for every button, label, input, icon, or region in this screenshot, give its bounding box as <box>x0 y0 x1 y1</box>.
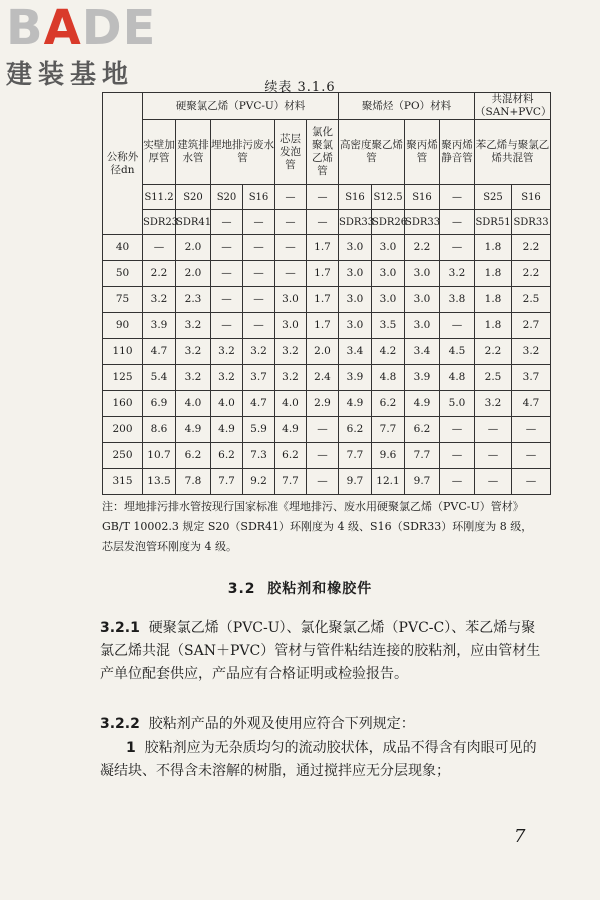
thickness-cell: 5.9 <box>243 417 275 443</box>
thickness-cell: — <box>440 443 475 469</box>
thickness-cell: 9.7 <box>339 469 372 495</box>
table-row <box>103 287 551 313</box>
thickness-cell: — <box>512 469 551 495</box>
series-cell: S16 <box>243 185 275 210</box>
thickness-cell: — <box>440 417 475 443</box>
thickness-cell: 1.7 <box>307 261 339 287</box>
thickness-cell: 3.9 <box>143 313 176 339</box>
thickness-cell: 3.0 <box>339 235 372 261</box>
sdr-cell: — <box>307 210 339 235</box>
thickness-cell: 3.2 <box>475 391 512 417</box>
thickness-cell: 9.6 <box>372 443 405 469</box>
thickness-cell: 9.2 <box>243 469 275 495</box>
header-buried-drain: 埋地排污废水管 <box>211 120 275 185</box>
clause-3-2-2 <box>100 713 545 736</box>
thickness-cell: 3.0 <box>339 261 372 287</box>
thickness-cell: 2.2 <box>405 235 440 261</box>
thickness-cell: 3.7 <box>512 365 551 391</box>
thickness-cell: 4.9 <box>339 391 372 417</box>
header-mixed-group: 共混材料（SAN+PVC） <box>475 93 552 118</box>
note-text: 埋地排污排水管按现行国家标准《埋地排污、废水用硬聚氯乙烯（PVC-U）管材》GB/T 10002.3 规定 S20（SDR41）环刚度为 4 级、S16（SDR33）环刚度为 8 级，芯层发泡管环刚度为 4 级。 <box>102 500 533 553</box>
table-row <box>103 339 551 365</box>
thickness-cell: 2.5 <box>512 287 551 313</box>
thickness-cell: 1.8 <box>475 287 512 313</box>
dn-cell: 250 <box>103 443 143 469</box>
thickness-cell: 3.2 <box>176 313 211 339</box>
series-cell: S20 <box>176 185 211 210</box>
header-dn: 公称外径dn <box>103 93 143 235</box>
thickness-cell: — <box>512 443 551 469</box>
thickness-cell: 1.7 <box>307 313 339 339</box>
header-building-drain: 建筑排水管 <box>176 120 211 185</box>
thickness-cell: — <box>243 313 275 339</box>
sdr-cell: SDR41 <box>176 210 211 235</box>
series-cell: — <box>307 185 339 210</box>
thickness-cell: — <box>307 469 339 495</box>
clause-3-2-1 <box>100 617 545 686</box>
note-label: 注： <box>102 500 124 513</box>
thickness-cell: 3.2 <box>243 339 275 365</box>
table-row <box>103 365 551 391</box>
dn-cell: 90 <box>103 313 143 339</box>
thickness-cell: 2.2 <box>512 235 551 261</box>
thickness-cell: 3.2 <box>211 365 243 391</box>
thickness-cell: 4.9 <box>275 417 307 443</box>
thickness-cell: 2.0 <box>176 261 211 287</box>
dn-cell: 160 <box>103 391 143 417</box>
thickness-cell: 4.5 <box>440 339 475 365</box>
thickness-cell: 10.7 <box>143 443 176 469</box>
sdr-cell: — <box>275 210 307 235</box>
clause-number: 3.2.2 <box>100 716 140 732</box>
table-row <box>103 235 551 261</box>
series-cell: S25 <box>475 185 512 210</box>
thickness-cell: 1.8 <box>475 313 512 339</box>
thickness-cell: — <box>211 261 243 287</box>
table-row <box>103 417 551 443</box>
sdr-cell: — <box>243 210 275 235</box>
table-row <box>103 261 551 287</box>
thickness-cell: — <box>243 287 275 313</box>
thickness-cell: 4.2 <box>372 339 405 365</box>
thickness-cell: 3.2 <box>176 365 211 391</box>
thickness-cell: 2.2 <box>475 339 512 365</box>
thickness-cell: 2.2 <box>143 261 176 287</box>
thickness-cell: — <box>243 235 275 261</box>
clause-item-1 <box>100 737 545 783</box>
thickness-cell: — <box>475 443 512 469</box>
header-pvcu-group: 硬聚氯乙烯（PVC-U）材料 <box>143 93 339 120</box>
thickness-cell: 6.2 <box>339 417 372 443</box>
sdr-cell: SDR23 <box>143 210 176 235</box>
thickness-cell: 3.2 <box>275 339 307 365</box>
thickness-cell: — <box>475 469 512 495</box>
section-number: 3.2 <box>227 581 256 597</box>
thickness-cell: 2.3 <box>176 287 211 313</box>
thickness-cell: 3.0 <box>372 235 405 261</box>
thickness-cell: 12.1 <box>372 469 405 495</box>
thickness-cell: 3.9 <box>339 365 372 391</box>
header-pp: 聚丙烯管 <box>405 120 440 185</box>
header-hdpe: 高密度聚乙烯管 <box>339 120 405 185</box>
logo-wordmark <box>6 0 176 56</box>
thickness-cell: 2.7 <box>512 313 551 339</box>
dn-cell: 75 <box>103 287 143 313</box>
thickness-cell: — <box>475 417 512 443</box>
thickness-cell: 8.6 <box>143 417 176 443</box>
thickness-cell: 3.4 <box>405 339 440 365</box>
thickness-cell: 3.0 <box>405 313 440 339</box>
thickness-cell: 7.7 <box>405 443 440 469</box>
thickness-cell: — <box>275 261 307 287</box>
thickness-cell: 3.2 <box>211 339 243 365</box>
sdr-cell: SDR26 <box>372 210 405 235</box>
dn-cell: 50 <box>103 261 143 287</box>
thickness-cell: 4.8 <box>372 365 405 391</box>
thickness-cell: 13.5 <box>143 469 176 495</box>
thickness-cell: 5.0 <box>440 391 475 417</box>
pipe-wall-thickness-table <box>102 92 551 495</box>
thickness-cell: 2.4 <box>307 365 339 391</box>
header-pp-quiet: 聚丙烯静音管 <box>440 120 475 185</box>
section-title: 胶粘剂和橡胶件 <box>267 581 373 597</box>
thickness-cell: 3.8 <box>440 287 475 313</box>
dn-cell: 200 <box>103 417 143 443</box>
thickness-cell: — <box>243 261 275 287</box>
thickness-cell: 2.0 <box>307 339 339 365</box>
thickness-cell: 4.0 <box>176 391 211 417</box>
logo-subtitle: 建装基地 <box>6 60 135 90</box>
table-row <box>103 313 551 339</box>
sdr-cell: SDR33 <box>339 210 372 235</box>
thickness-cell: 6.2 <box>211 443 243 469</box>
item-text: 胶粘剂应为无杂质均匀的流动胶状体，成品不得含有肉眼可见的凝结块、不得含未溶解的树脂，通过搅拌应无分层现象； <box>100 740 537 779</box>
table-note <box>102 497 542 557</box>
header-foam-core: 芯层发泡管 <box>275 120 307 185</box>
item-number: 1 <box>126 740 136 756</box>
thickness-cell: 4.0 <box>275 391 307 417</box>
thickness-cell: 3.0 <box>339 287 372 313</box>
clause-text: 硬聚氯乙烯（PVC-U）、氯化聚氯乙烯（PVC-C）、苯乙烯与聚氯乙烯共混（SAN＋PVC）管材与管件粘结连接的胶粘剂，应由管材生产单位配套供应，产品应有合格证明或检验报告。 <box>100 620 541 682</box>
thickness-cell: — <box>440 313 475 339</box>
thickness-cell: 2.2 <box>512 261 551 287</box>
dn-cell: 40 <box>103 235 143 261</box>
series-cell: S16 <box>405 185 440 210</box>
header-solid-wall: 实壁加厚管 <box>143 120 176 185</box>
thickness-cell: 3.0 <box>339 313 372 339</box>
thickness-cell: 3.2 <box>512 339 551 365</box>
sdr-cell: — <box>211 210 243 235</box>
thickness-cell: 3.0 <box>372 261 405 287</box>
dn-cell: 110 <box>103 339 143 365</box>
thickness-cell: — <box>211 235 243 261</box>
series-cell: — <box>440 185 475 210</box>
thickness-cell: 3.0 <box>405 261 440 287</box>
thickness-cell: 3.0 <box>275 313 307 339</box>
thickness-cell: 3.7 <box>243 365 275 391</box>
thickness-cell: 6.2 <box>405 417 440 443</box>
thickness-cell: 3.5 <box>372 313 405 339</box>
thickness-cell: 4.9 <box>405 391 440 417</box>
header-po-group: 聚烯烃（PO）材料 <box>339 93 475 120</box>
sdr-cell: — <box>440 210 475 235</box>
thickness-cell: 4.7 <box>512 391 551 417</box>
logo-letter-a: A <box>43 0 82 56</box>
series-cell: S20 <box>211 185 243 210</box>
thickness-cell: — <box>211 313 243 339</box>
thickness-cell: 3.2 <box>143 287 176 313</box>
sdr-row <box>103 210 551 235</box>
thickness-cell: 5.4 <box>143 365 176 391</box>
header-san-pvc: 苯乙烯与聚氯乙烯共混管 <box>475 120 551 185</box>
table-caption: 续表 3.1.6 <box>264 80 336 95</box>
dn-cell: 125 <box>103 365 143 391</box>
thickness-cell: 7.7 <box>211 469 243 495</box>
thickness-cell: — <box>307 443 339 469</box>
clause-text: 胶粘剂产品的外观及使用应符合下列规定： <box>148 716 415 732</box>
thickness-cell: 1.8 <box>475 235 512 261</box>
thickness-cell: 3.2 <box>275 365 307 391</box>
thickness-cell: — <box>512 417 551 443</box>
thickness-cell: 6.2 <box>275 443 307 469</box>
sdr-cell: SDR33 <box>512 210 551 235</box>
thickness-cell: — <box>440 469 475 495</box>
thickness-cell: 3.0 <box>275 287 307 313</box>
thickness-cell: 1.7 <box>307 287 339 313</box>
thickness-cell: 4.7 <box>143 339 176 365</box>
page-number: 7 <box>514 826 526 847</box>
thickness-cell: 2.9 <box>307 391 339 417</box>
series-cell: S12.5 <box>372 185 405 210</box>
sdr-cell: SDR51 <box>475 210 512 235</box>
thickness-cell: — <box>211 287 243 313</box>
section-heading <box>0 578 600 598</box>
sdr-cell: SDR33 <box>405 210 440 235</box>
series-row <box>103 185 551 210</box>
thickness-cell: 3.4 <box>339 339 372 365</box>
logo-letter-b: B <box>6 0 44 56</box>
series-cell: S16 <box>339 185 372 210</box>
thickness-cell: 3.9 <box>405 365 440 391</box>
thickness-cell: 4.9 <box>211 417 243 443</box>
table-row <box>103 443 551 469</box>
thickness-cell: 3.2 <box>440 261 475 287</box>
dn-cell: 315 <box>103 469 143 495</box>
thickness-cell: — <box>440 235 475 261</box>
thickness-cell: 4.8 <box>440 365 475 391</box>
thickness-cell: 4.7 <box>243 391 275 417</box>
thickness-cell: 7.7 <box>339 443 372 469</box>
clause-number: 3.2.1 <box>100 620 140 636</box>
logo-letters-de: DE <box>81 0 157 56</box>
thickness-cell: 1.8 <box>475 261 512 287</box>
thickness-cell: — <box>307 417 339 443</box>
thickness-cell: 3.0 <box>405 287 440 313</box>
thickness-cell: 7.8 <box>176 469 211 495</box>
thickness-cell: 4.0 <box>211 391 243 417</box>
table-row <box>103 469 551 495</box>
thickness-cell: 3.2 <box>176 339 211 365</box>
series-cell: S16 <box>512 185 551 210</box>
thickness-cell: 3.0 <box>372 287 405 313</box>
thickness-cell: 2.0 <box>176 235 211 261</box>
table-row <box>103 391 551 417</box>
thickness-cell: — <box>275 235 307 261</box>
thickness-cell: 6.2 <box>372 391 405 417</box>
thickness-cell: — <box>143 235 176 261</box>
thickness-cell: 4.9 <box>176 417 211 443</box>
thickness-cell: 6.2 <box>176 443 211 469</box>
thickness-cell: 9.7 <box>405 469 440 495</box>
series-cell: — <box>275 185 307 210</box>
thickness-cell: 6.9 <box>143 391 176 417</box>
thickness-cell: 2.5 <box>475 365 512 391</box>
thickness-cell: 7.3 <box>243 443 275 469</box>
thickness-cell: 1.7 <box>307 235 339 261</box>
header-pvcc: 氯化聚氯乙烯管 <box>307 120 339 185</box>
thickness-cell: 7.7 <box>372 417 405 443</box>
series-cell: S11.2 <box>143 185 176 210</box>
thickness-cell: 7.7 <box>275 469 307 495</box>
